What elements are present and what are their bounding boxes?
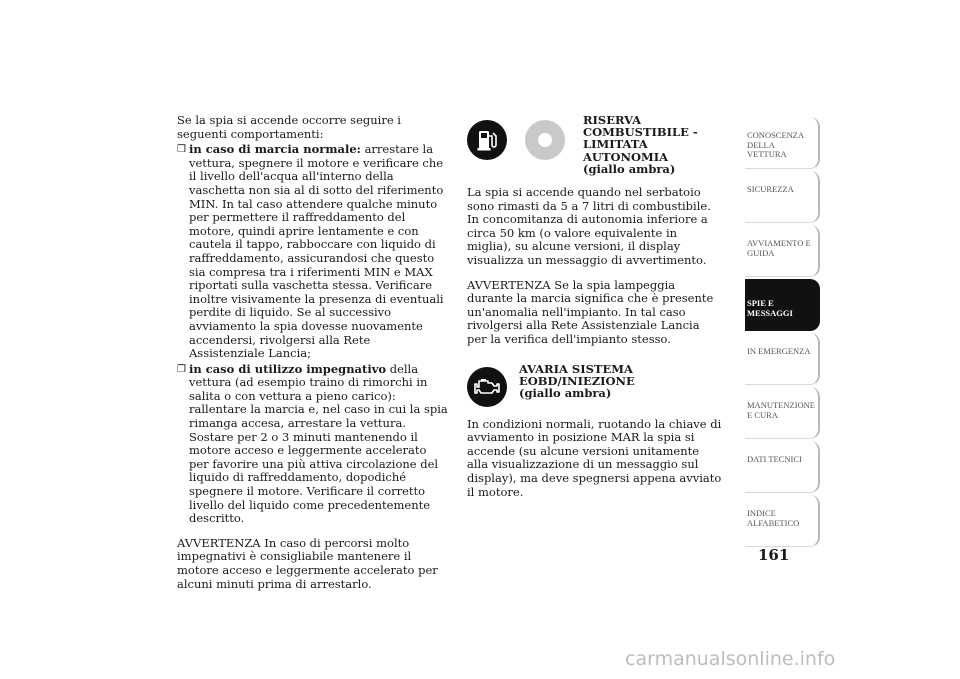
indicator-off-icon [525,120,565,160]
right-column [467,114,722,499]
intro-text: Se la spia si accende occorre seguire i seguenti comportamenti: [177,113,401,141]
tab-spie-messaggi[interactable]: SPIE E MESSAGGI [745,279,820,331]
checkbox-bullet-icon: ❒ [177,363,186,375]
bullet-heavy-use [177,363,449,526]
page-number: 161 [758,546,790,564]
engine-warning-header [467,363,722,407]
bullet-lead: in caso di utilizzo impegnativo [189,361,387,376]
left-column [177,114,449,591]
tab-emergenza[interactable]: IN EMERGENZA [745,333,820,385]
engine-warning-title: AVARIA SISTEMA EOBD/INIEZIONE (giallo ambra) [519,361,635,400]
tab-sicurezza[interactable]: SICUREZZA [745,171,820,223]
bullet-text: arrestare la vettura, spegnere il motore e verificare che il livello dell'acqua all'interno della vaschetta non sia al di sotto del riferimento MIN. In tal caso attendere qualche minuto per permettere il raffreddamento del motore, quindi aprire lentamente e con cautela il tappo, rabboccare con liquido di raffreddamento, assicurandosi che questo sia compresa tra i riferimenti MIN e MAX riportati sulla vaschetta stessa. Verificare inoltre visivamente la presenza di eventuali perdite di liquido. Se al successivo avviamento la spia dovesse nuovamente accendersi, rivolgersi alla Rete Assistenziale Lancia; [189,142,444,361]
watermark: carmanualsonline.info [625,648,836,670]
tab-manutenzione[interactable]: MANUTENZIONE E CURA [745,387,820,439]
tab-avviamento[interactable]: AVVIAMENTO E GUIDA [745,225,820,277]
checkbox-bullet-icon: ❒ [177,144,186,156]
fuel-warning-header [467,114,722,175]
tab-dati-tecnici[interactable]: DATI TECNICI [745,441,820,493]
tab-conoscenza[interactable]: CONOSCENZA DELLA VETTURA [745,117,820,169]
fuel-pump-icon [467,120,507,160]
fuel-body-text: La spia si accende quando nel serbatoio sono rimasti da 5 a 7 litri di combustibile. In concomitanza di autonomia inferiore a circa 50 km (o valore equivalente in miglia), su alcune versioni, il display visualizza un messaggio di avvertimento. [467,185,711,267]
fuel-warning-title: RISERVA COMBUSTIBILE - LIMITATA AUTONOMIA (giallo ambra) [583,113,698,176]
warning-text: AVVERTENZA In caso di percorsi molto impegnativi è consigliabile mantenere il motore acceso e leggermente accelerato per alcuni minuti prima di arrestarlo. [177,535,438,591]
tab-indice[interactable]: INDICE ALFABETICO [745,495,820,547]
engine-body-text: In condizioni normali, ruotando la chiave di avviamento in posizione MAR la spia si accende (su alcune versioni unitamente alla visualizzazione di un messaggio sul display), ma deve spegnersi appena avviato il motore. [467,416,722,499]
section-tabs [745,117,820,549]
engine-icon [467,367,507,407]
fuel-warning-text: AVVERTENZA Se la spia lampeggia durante la marcia significa che è presente un'anomalia nell'impianto. In tal caso rivolgersi alla Rete Assistenziale Lancia per la verifica dell'impianto stesso. [467,277,714,346]
bullet-text: della vettura (ad esempio traino di rimorchi in salita o con vettura a pieno carico): rallentare la marcia e, nel caso in cui la spia rimanga accesa, arrestare la vettura. Sostare per 2 o 3 minuti mantenendo il motore acceso e leggermente accelerato per favorire una più attiva circolazione del liquido di raffreddamento, dopodiché spegnere il motore. Verificare il corretto livello del liquido come precedentemente descritto. [189,361,448,526]
bullet-lead: in caso di marcia normale: [189,142,361,157]
bullet-normal-driving [177,143,449,361]
